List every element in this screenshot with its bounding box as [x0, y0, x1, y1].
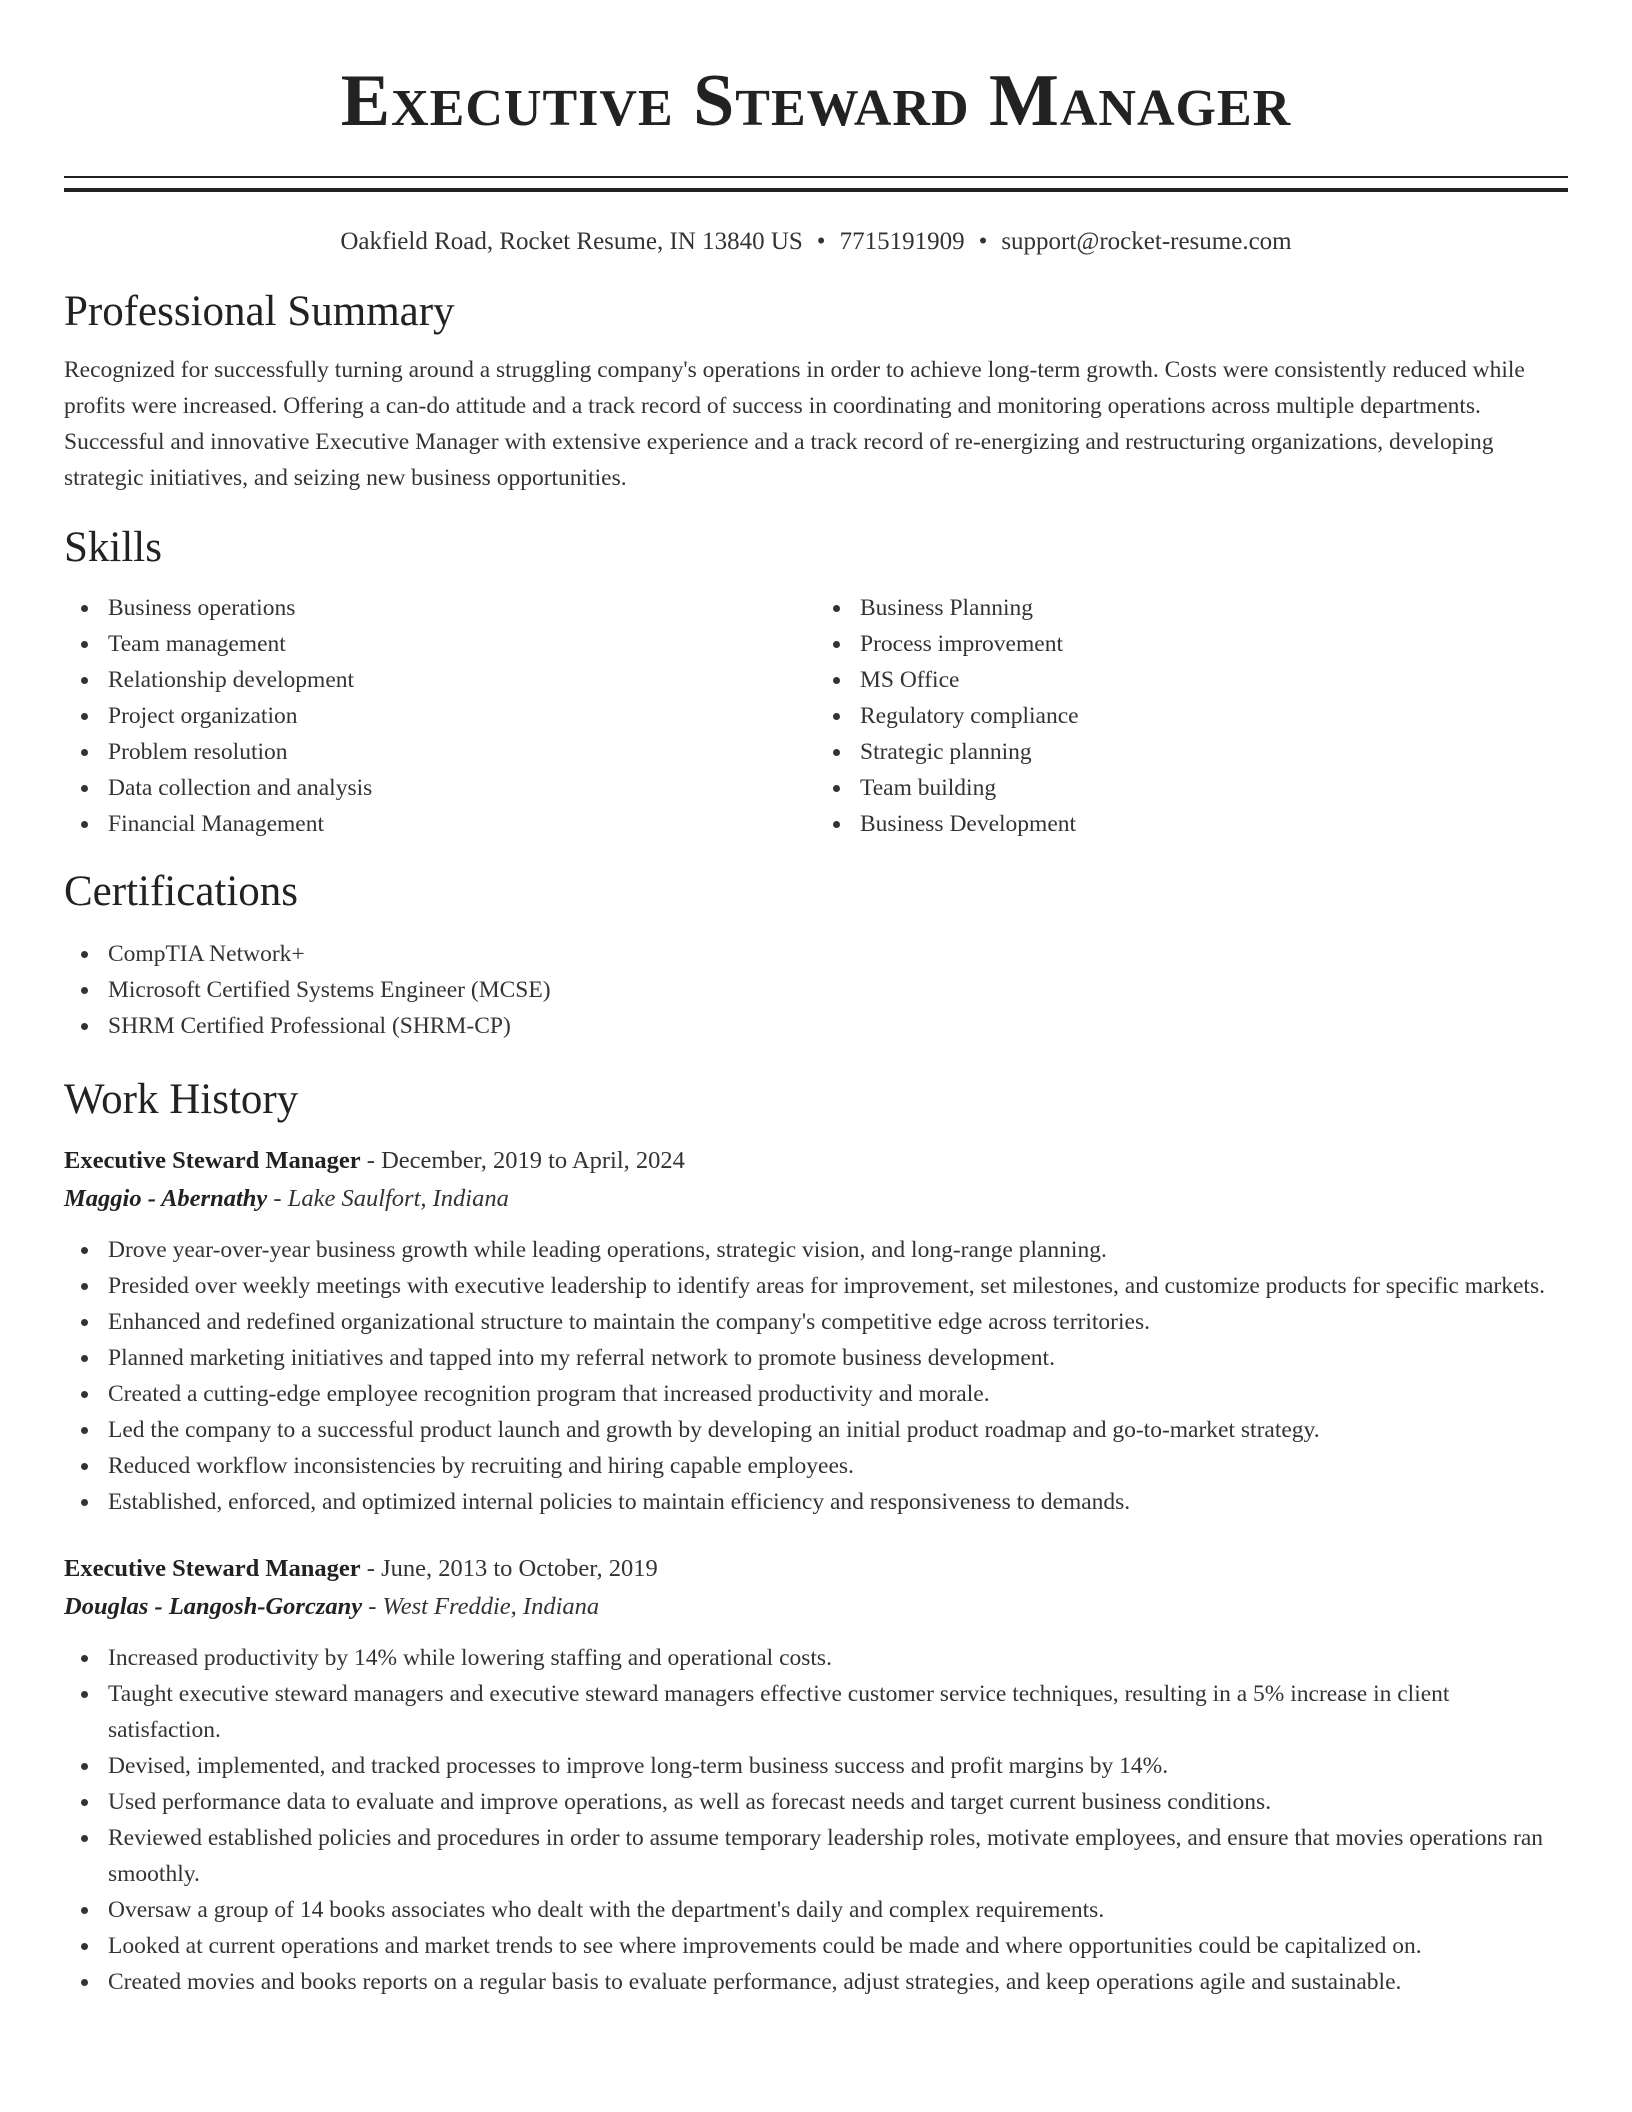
- job-entry: [64, 1550, 1568, 2000]
- skill-item: Project organization: [108, 698, 816, 734]
- skill-item: Regulatory compliance: [860, 698, 1568, 734]
- job-company: Maggio - Abernathy: [64, 1185, 268, 1212]
- skill-item: Business operations: [108, 590, 816, 626]
- contact-email: support@rocket-resume.com: [1001, 228, 1292, 255]
- job-role: Executive Steward Manager: [64, 1147, 361, 1174]
- contact-address: Oakfield Road, Rocket Resume, IN 13840 US: [340, 228, 803, 255]
- certification-item: Microsoft Certified Systems Engineer (MCSE): [108, 972, 1568, 1008]
- skill-item: Team building: [860, 770, 1568, 806]
- contact-separator: •: [978, 228, 988, 255]
- contact-separator: •: [816, 228, 826, 255]
- job-header: [64, 1550, 1568, 1588]
- skill-item: Problem resolution: [108, 734, 816, 770]
- skills-list-right: [816, 590, 1568, 842]
- job-bullet: Led the company to a successful product launch and growth by developing an initial product roadmap and go-to-market strategy.: [108, 1412, 1568, 1448]
- job-bullet-list: [64, 1232, 1568, 1520]
- skill-item: MS Office: [860, 662, 1568, 698]
- header-divider: [64, 176, 1568, 192]
- skill-item: Business Planning: [860, 590, 1568, 626]
- job-dates: - June, 2013 to October, 2019: [360, 1555, 658, 1582]
- skills-list-left: [64, 590, 816, 842]
- job-entry: [64, 1142, 1568, 1520]
- job-bullet: Devised, implemented, and tracked processes to improve long-term business success and profit margins by 14%.: [108, 1748, 1568, 1784]
- resume-name: Executive Steward Manager: [340, 60, 1292, 142]
- job-bullet: Planned marketing initiatives and tapped into my referral network to promote business development.: [108, 1340, 1568, 1376]
- job-bullet: Reviewed established policies and procedures in order to assume temporary leadership roles, motivate employees, and ensure that movies operations ran smoothly.: [108, 1820, 1568, 1892]
- skill-item: Team management: [108, 626, 816, 662]
- contact-line: [64, 226, 1568, 258]
- section-title-work-history: Work History: [64, 1076, 299, 1123]
- job-bullet-list: [64, 1640, 1568, 2000]
- section-title-skills: Skills: [64, 524, 162, 571]
- skill-item: Strategic planning: [860, 734, 1568, 770]
- job-bullet: Created a cutting-edge employee recognition program that increased productivity and morale.: [108, 1376, 1568, 1412]
- job-bullet: Increased productivity by 14% while lowering staffing and operational costs.: [108, 1640, 1568, 1676]
- job-bullet: Created movies and books reports on a regular basis to evaluate performance, adjust strategies, and keep operations agile and sustainable.: [108, 1964, 1568, 2000]
- certification-item: CompTIA Network+: [108, 936, 1568, 972]
- section-title-summary: Professional Summary: [64, 288, 455, 335]
- job-bullet: Taught executive steward managers and executive steward managers effective customer service techniques, resulting in a 5% increase in client satisfaction.: [108, 1676, 1568, 1748]
- skill-item: Process improvement: [860, 626, 1568, 662]
- job-employer: [64, 1588, 1568, 1626]
- job-bullet: Reduced workflow inconsistencies by recruiting and hiring capable employees.: [108, 1448, 1568, 1484]
- skills-columns: [64, 590, 1568, 842]
- job-bullet: Established, enforced, and optimized internal policies to maintain efficiency and responsiveness to demands.: [108, 1484, 1568, 1520]
- job-bullet: Presided over weekly meetings with executive leadership to identify areas for improvement, set milestones, and customize products for specific markets.: [108, 1268, 1568, 1304]
- job-company: Douglas - Langosh-Gorczany: [64, 1593, 363, 1620]
- summary-text: Recognized for successfully turning around a struggling company's operations in order to achieve long-term growth. Costs were consistently reduced while profits were increased. Offering a can-do attitude and a track record of success in coordinating and monitoring operations across multiple departments. Successful and innovative Executive Manager with extensive experience and a track record of re-energizing and restructuring organizations, developing strategic initiatives, and seizing new business opportunities.: [64, 357, 1525, 491]
- job-bullet: Looked at current operations and market trends to see where improvements could be made and where opportunities could be capitalized on.: [108, 1928, 1568, 1964]
- job-employer: [64, 1180, 1568, 1218]
- job-location: - West Freddie, Indiana: [362, 1593, 600, 1620]
- job-bullet: Used performance data to evaluate and improve operations, as well as forecast needs and target current business conditions.: [108, 1784, 1568, 1820]
- job-dates: - December, 2019 to April, 2024: [360, 1147, 685, 1174]
- skill-item: Data collection and analysis: [108, 770, 816, 806]
- skill-item: Relationship development: [108, 662, 816, 698]
- job-bullet: Oversaw a group of 14 books associates who dealt with the department's daily and complex requirements.: [108, 1892, 1568, 1928]
- job-header: [64, 1142, 1568, 1180]
- section-title-certifications: Certifications: [64, 868, 299, 915]
- job-role: Executive Steward Manager: [64, 1555, 361, 1582]
- certifications-list: [64, 936, 1568, 1044]
- skill-item: Business Development: [860, 806, 1568, 842]
- job-bullet: Drove year-over-year business growth while leading operations, strategic vision, and long-range planning.: [108, 1232, 1568, 1268]
- job-location: - Lake Saulfort, Indiana: [267, 1185, 509, 1212]
- contact-phone: 7715191909: [839, 228, 965, 255]
- job-bullet: Enhanced and redefined organizational structure to maintain the company's competitive edge across territories.: [108, 1304, 1568, 1340]
- certification-item: SHRM Certified Professional (SHRM-CP): [108, 1008, 1568, 1044]
- skill-item: Financial Management: [108, 806, 816, 842]
